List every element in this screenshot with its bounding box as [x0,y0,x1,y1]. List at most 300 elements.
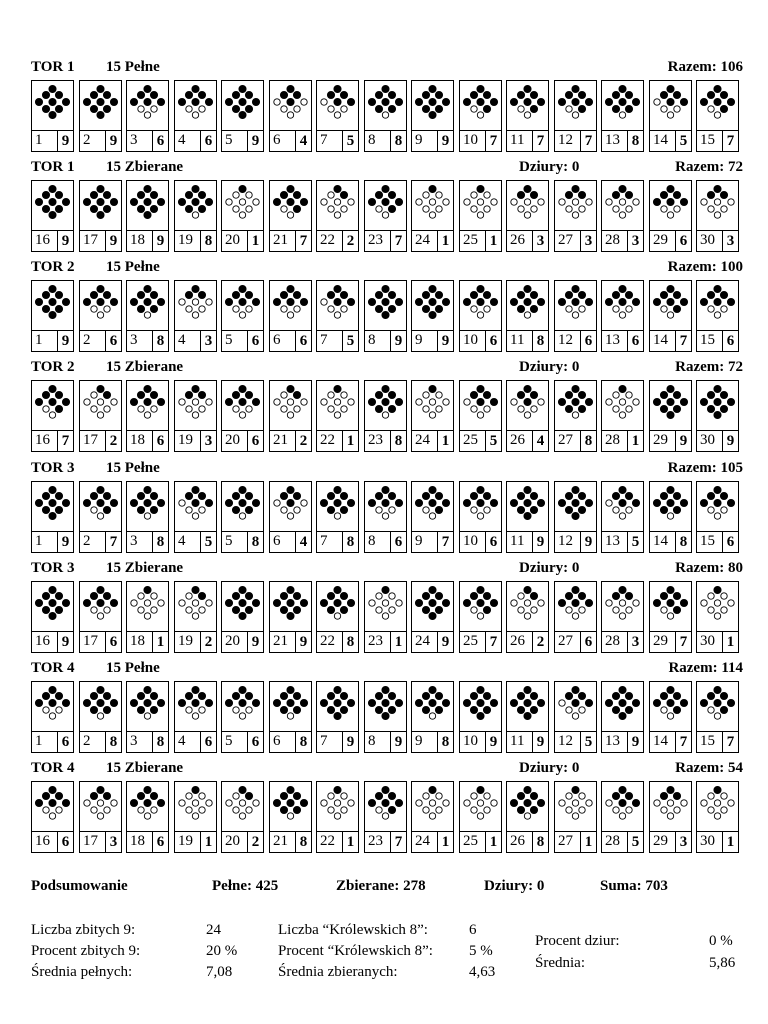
knocked-pin-icon [721,807,727,813]
series-type: 15 Zbierane [106,560,184,576]
throw-cell [269,581,312,653]
pin-diagram [602,81,643,125]
standing-pin-icon [375,492,382,499]
standing-pin-icon [287,786,294,793]
throw-score: 8 [342,632,358,652]
knocked-pin-icon [382,112,388,118]
pin-diagram [175,181,216,225]
throw-footer [32,631,73,652]
knocked-pin-icon [246,707,252,713]
pin-diagram [697,582,738,626]
throw-cell [554,380,597,452]
knocked-pin-icon [186,793,192,799]
pin-diagram [697,482,738,526]
standing-pin-icon [673,305,680,312]
throw-score: 9 [57,231,73,251]
knocked-pin-icon [301,500,307,506]
standing-pin-icon [395,398,402,405]
standing-pin-icon [572,185,579,192]
knocked-pin-icon [294,306,300,312]
standing-pin-icon [388,706,395,713]
standing-pin-icon [395,699,402,706]
knocked-pin-icon [192,613,198,619]
standing-pin-icon [653,599,660,606]
knocked-pin-icon [281,406,287,412]
pin-diagram [222,281,263,325]
throw-score: 1 [437,231,453,251]
throw-cell [174,781,217,853]
standing-pin-icon [245,692,252,699]
throw-footer [175,831,216,852]
standing-pin-icon [477,699,484,706]
standing-pin-icon [572,98,579,105]
throw-footer [460,130,501,151]
standing-pin-icon [97,486,104,493]
knocked-pin-icon [287,399,293,405]
standing-pin-icon [198,205,205,212]
knocked-pin-icon [328,392,334,398]
knocked-pin-icon [477,112,483,118]
knocked-pin-icon [484,206,490,212]
knocked-pin-icon [538,600,544,606]
standing-pin-icon [205,98,212,105]
standing-pin-icon [578,506,585,513]
knocked-pin-icon [144,600,150,606]
standing-pin-icon [585,699,592,706]
standing-pin-icon [524,285,531,292]
standing-pin-icon [150,692,157,699]
knocked-pin-icon [714,212,720,218]
throw-footer [650,330,691,351]
knocked-pin-icon [192,412,198,418]
stat-lk8-label: Liczba “Królewskich 8”: [278,922,428,938]
standing-pin-icon [225,298,232,305]
knocked-pin-icon [104,406,110,412]
throw-score: 3 [200,431,216,451]
throw-cell [649,481,692,553]
knocked-pin-icon [49,813,55,819]
standing-pin-icon [239,285,246,292]
knocked-pin-icon [619,813,625,819]
throw-footer [32,430,73,451]
knocked-pin-icon [49,713,55,719]
standing-pin-icon [239,111,246,118]
standing-pin-icon [205,699,212,706]
throw-cell [79,581,122,653]
standing-pin-icon [375,305,382,312]
standing-pin-icon [667,586,674,593]
knocked-pin-icon [97,312,103,318]
standing-pin-icon [510,699,517,706]
throw-score: 7 [390,231,406,251]
standing-pin-icon [720,391,727,398]
standing-pin-icon [245,291,252,298]
throw-score: 6 [200,131,216,151]
knocked-pin-icon [253,800,259,806]
standing-pin-icon [524,298,531,305]
standing-pin-icon [625,792,632,799]
standing-pin-icon [62,499,69,506]
knocked-pin-icon [341,106,347,112]
throw-footer [175,531,216,552]
standing-pin-icon [192,85,199,92]
throw-number: 21 [273,432,288,448]
standing-pin-icon [625,105,632,112]
knocked-pin-icon [239,813,245,819]
stat-pk8-label: Procent “Królewskich 8”: [278,943,433,959]
pin-diagram [602,281,643,325]
standing-pin-icon [198,391,205,398]
razem-total: Razem: 105 [667,460,743,476]
throw-score: 9 [57,632,73,652]
knocked-pin-icon [97,399,103,405]
standing-pin-icon [157,298,164,305]
standing-pin-icon [280,606,287,613]
standing-pin-icon [178,198,185,205]
standing-pin-icon [619,486,626,493]
standing-pin-icon [375,405,382,412]
knocked-pin-icon [436,192,442,198]
throw-cell [506,581,549,653]
standing-pin-icon [667,486,674,493]
throw-number: 24 [415,232,430,248]
standing-pin-icon [334,298,341,305]
knocked-pin-icon [559,700,565,706]
knocked-pin-icon [321,99,327,105]
standing-pin-icon [97,499,104,506]
knocked-pin-icon [619,212,625,218]
standing-pin-icon [429,185,436,192]
standing-pin-icon [144,198,151,205]
standing-pin-icon [524,799,531,806]
razem-total: Razem: 100 [667,259,743,275]
knocked-pin-icon [192,299,198,305]
throw-footer [412,831,453,852]
throw-number: 16 [35,833,50,849]
standing-pin-icon [490,398,497,405]
standing-pin-icon [55,191,62,198]
throw-footer [650,631,691,652]
razem-total: Razem: 72 [675,359,743,375]
standing-pin-icon [334,686,341,693]
throw-score: 1 [342,832,358,852]
knocked-pin-icon [144,813,150,819]
standing-pin-icon [422,105,429,112]
throw-number: 6 [273,733,281,749]
throw-footer [270,130,311,151]
throw-number: 8 [368,533,376,549]
standing-pin-icon [327,291,334,298]
throw-cell [31,80,74,152]
knocked-pin-icon [246,206,252,212]
throw-footer [222,130,263,151]
knocked-pin-icon [471,507,477,513]
throw-score: 9 [152,231,168,251]
pin-diagram [507,782,548,826]
standing-pin-icon [578,91,585,98]
standing-pin-icon [232,391,239,398]
knocked-pin-icon [429,212,435,218]
throw-number: 29 [653,232,668,248]
knocked-pin-icon [179,399,185,405]
knocked-pin-icon [484,507,490,513]
knocked-pin-icon [321,299,327,305]
standing-pin-icon [727,298,734,305]
knocked-pin-icon [714,713,720,719]
knocked-pin-icon [348,800,354,806]
tor-label: TOR 2 [31,359,75,375]
section-header [0,359,768,377]
knocked-pin-icon [287,813,293,819]
throws-row [31,581,751,653]
throw-number: 23 [368,633,383,649]
standing-pin-icon [530,105,537,112]
standing-pin-icon [55,405,62,412]
standing-pin-icon [280,91,287,98]
standing-pin-icon [293,806,300,813]
standing-pin-icon [130,198,137,205]
standing-pin-icon [585,499,592,506]
knocked-pin-icon [518,607,524,613]
standing-pin-icon [382,185,389,192]
throw-score: 7 [722,732,738,752]
standing-pin-icon [382,298,389,305]
standing-pin-icon [340,492,347,499]
standing-pin-icon [103,191,110,198]
knocked-pin-icon [667,813,673,819]
standing-pin-icon [90,706,97,713]
standing-pin-icon [388,405,395,412]
knocked-pin-icon [138,106,144,112]
pin-diagram [127,81,168,125]
throw-score: 8 [295,732,311,752]
standing-pin-icon [382,198,389,205]
standing-pin-icon [110,298,117,305]
throw-score: 8 [437,732,453,752]
standing-pin-icon [619,499,626,506]
standing-pin-icon [245,492,252,499]
knocked-pin-icon [186,607,192,613]
throw-number: 14 [653,332,668,348]
knocked-pin-icon [341,206,347,212]
pin-diagram [460,81,501,125]
throw-cell [459,581,502,653]
standing-pin-icon [530,305,537,312]
throw-number: 26 [510,432,525,448]
standing-pin-icon [422,91,429,98]
pin-diagram [697,281,738,325]
throw-score: 8 [390,131,406,151]
knocked-pin-icon [233,206,239,212]
throw-score: 1 [390,632,406,652]
knocked-pin-icon [376,807,382,813]
throw-number: 29 [653,833,668,849]
standing-pin-icon [429,111,436,118]
throw-score: 3 [200,331,216,351]
knocked-pin-icon [471,306,477,312]
standing-pin-icon [680,198,687,205]
standing-pin-icon [42,91,49,98]
knocked-pin-icon [661,607,667,613]
standing-pin-icon [477,599,484,606]
throw-cell [459,180,502,252]
standing-pin-icon [280,706,287,713]
knocked-pin-icon [708,807,714,813]
knocked-pin-icon [389,607,395,613]
standing-pin-icon [55,492,62,499]
standing-pin-icon [558,298,565,305]
standing-pin-icon [110,198,117,205]
standing-pin-icon [340,706,347,713]
throw-score: 5 [627,832,643,852]
throw-cell [221,380,264,452]
standing-pin-icon [429,699,436,706]
throw-cell [554,581,597,653]
pin-diagram [602,782,643,826]
throw-score: 1 [152,632,168,652]
throw-footer [222,731,263,752]
throw-number: 8 [368,733,376,749]
standing-pin-icon [90,492,97,499]
section-header [0,660,768,678]
standing-pin-icon [245,592,252,599]
standing-pin-icon [90,205,97,212]
standing-pin-icon [327,706,334,713]
throw-footer [697,531,738,552]
knocked-pin-icon [334,613,340,619]
knocked-pin-icon [206,800,212,806]
throw-cell [554,781,597,853]
standing-pin-icon [727,98,734,105]
throw-number: 21 [273,232,288,248]
throw-score: 1 [200,832,216,852]
knocked-pin-icon [192,813,198,819]
knocked-pin-icon [382,212,388,218]
throw-score: 9 [437,131,453,151]
standing-pin-icon [429,686,436,693]
standing-pin-icon [62,599,69,606]
throw-score: 8 [152,532,168,552]
throw-footer [270,731,311,752]
throw-number: 30 [700,232,715,248]
knocked-pin-icon [606,600,612,606]
standing-pin-icon [35,699,42,706]
standing-pin-icon [287,499,294,506]
standing-pin-icon [232,592,239,599]
standing-pin-icon [517,692,524,699]
standing-pin-icon [483,105,490,112]
knocked-pin-icon [376,593,382,599]
pin-diagram [32,582,73,626]
throw-number: 3 [130,132,138,148]
standing-pin-icon [157,398,164,405]
standing-pin-icon [245,506,252,513]
standing-pin-icon [144,98,151,105]
throws-row [31,380,751,452]
series-type: 15 Pełne [106,660,160,676]
throw-footer [32,330,73,351]
throw-footer [317,631,358,652]
standing-pin-icon [707,692,714,699]
pin-diagram [460,682,501,726]
standing-pin-icon [293,291,300,298]
throw-footer [460,531,501,552]
standing-pin-icon [524,486,531,493]
throw-cell [269,280,312,352]
standing-pin-icon [239,398,246,405]
throw-cell [364,581,407,653]
knocked-pin-icon [429,399,435,405]
standing-pin-icon [287,285,294,292]
standing-pin-icon [524,686,531,693]
knocked-pin-icon [626,807,632,813]
knocked-pin-icon [341,306,347,312]
throw-score: 5 [627,532,643,552]
standing-pin-icon [619,686,626,693]
throw-footer [80,531,121,552]
standing-pin-icon [49,285,56,292]
throw-cell [411,380,454,452]
standing-pin-icon [252,699,259,706]
standing-pin-icon [530,506,537,513]
standing-pin-icon [673,506,680,513]
pin-diagram [175,782,216,826]
standing-pin-icon [435,692,442,699]
pin-diagram [650,381,691,425]
throw-footer [175,731,216,752]
standing-pin-icon [429,586,436,593]
throw-number: 12 [558,533,573,549]
throw-number: 8 [368,332,376,348]
series-type: 15 Pełne [106,259,160,275]
pin-diagram [127,482,168,526]
standing-pin-icon [144,185,151,192]
throw-score: 6 [57,832,73,852]
throw-number: 28 [605,232,620,248]
knocked-pin-icon [281,507,287,513]
throw-number: 2 [83,132,91,148]
pin-diagram [650,81,691,125]
pin-diagram [317,782,358,826]
standing-pin-icon [382,98,389,105]
standing-pin-icon [49,111,56,118]
standing-pin-icon [470,91,477,98]
standing-pin-icon [232,492,239,499]
throw-number: 10 [463,332,478,348]
throw-cell [554,180,597,252]
standing-pin-icon [178,699,185,706]
throw-number: 3 [130,332,138,348]
standing-pin-icon [714,486,721,493]
throw-cell [554,481,597,553]
throw-number: 24 [415,432,430,448]
standing-pin-icon [49,311,56,318]
knocked-pin-icon [334,800,340,806]
pin-diagram [602,482,643,526]
pin-diagram [555,682,596,726]
standing-pin-icon [49,699,56,706]
standing-pin-icon [144,486,151,493]
standing-pin-icon [198,692,205,699]
knocked-pin-icon [376,607,382,613]
standing-pin-icon [517,506,524,513]
throw-cell [269,80,312,152]
knocked-pin-icon [721,793,727,799]
standing-pin-icon [667,411,674,418]
standing-pin-icon [537,699,544,706]
throw-cell [364,380,407,452]
knocked-pin-icon [566,807,572,813]
